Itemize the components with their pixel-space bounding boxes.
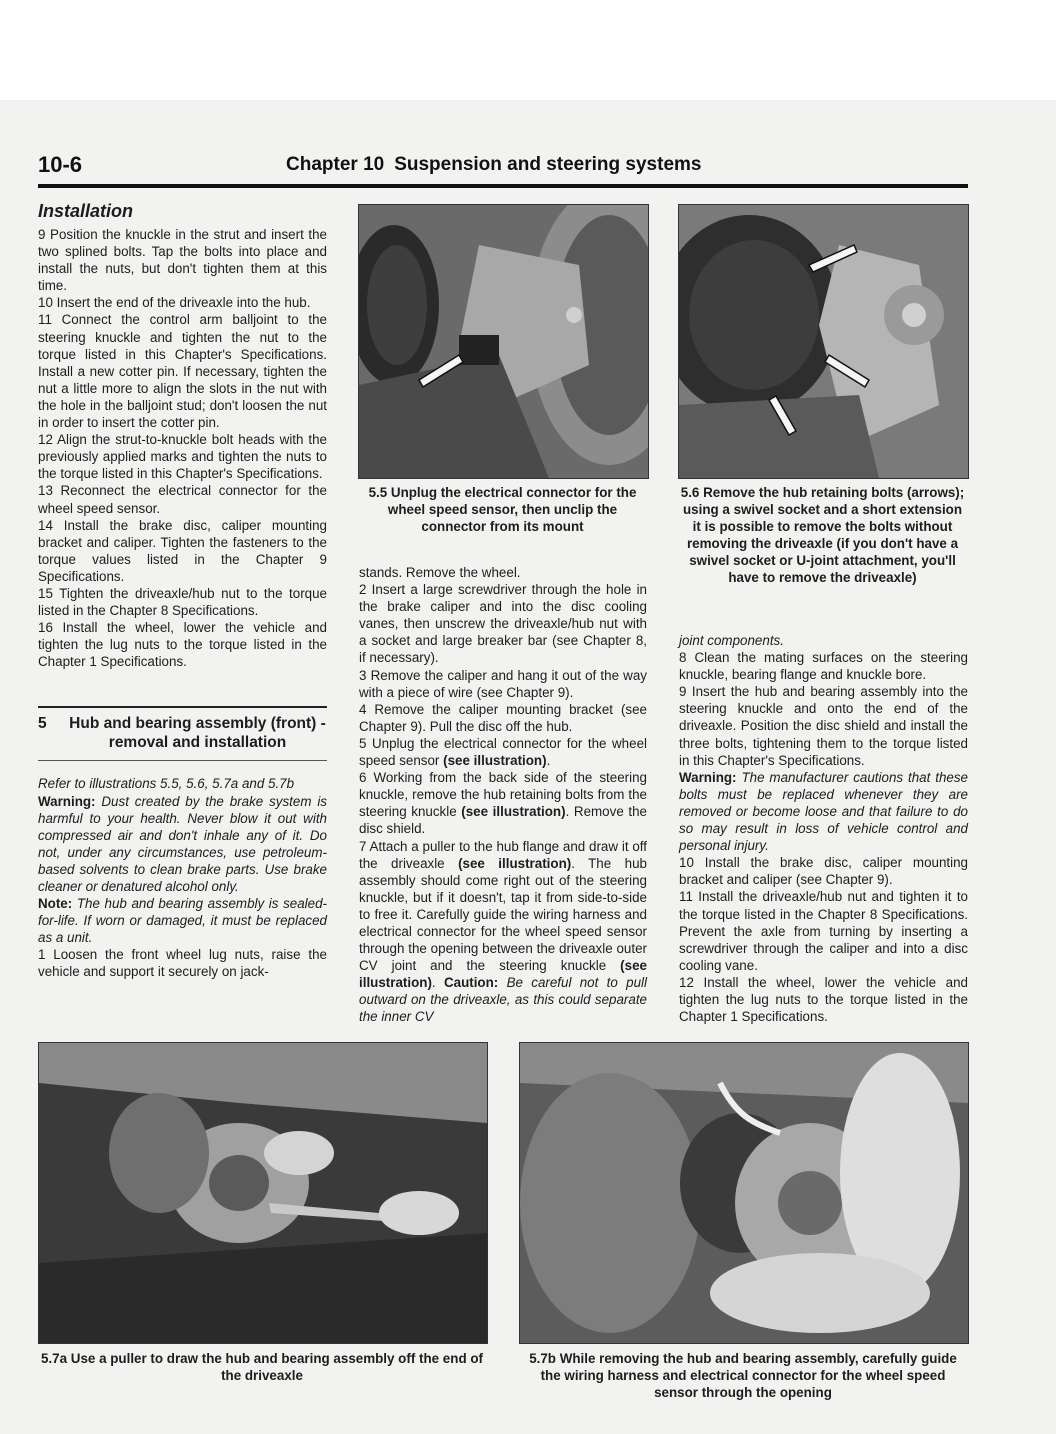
removal-step: 1 Loosen the front wheel lug nuts, raise the vehicle and support it securely on jack- bbox=[38, 947, 327, 980]
note-text: The hub and bearing assembly is sealed-for-life. If worn or damaged, it must be replaced as a unit. bbox=[38, 896, 327, 946]
warning-text: The manufacturer cautions that these bolts must be replaced whenever they are removed or become loose and that failure to do so may result in loss of vehicle control and personal injury. bbox=[679, 769, 968, 854]
section-heading-box bbox=[38, 706, 327, 761]
removal-step: 3 Remove the caliper and hang it out of the way with a piece of wire (see Chapter 9). bbox=[359, 667, 647, 700]
warning-text: Dust created by the brake system is harmful to your health. Never blow it out with compressed air and don't inhale any of it. Do not, under any circumstances, use petroleum-based solvents to clean brake parts. Use brake cleaner or denatured alcohol only. bbox=[38, 793, 327, 894]
figure-caption-5-6: 5.6 Remove the hub retaining bolts (arrows); using a swivel socket and a short extension it is possible to remove the bolts without removing the driveaxle (if you don't have a swivel socket or U-joint attachment, you'll have to remove the driveaxle) bbox=[680, 485, 965, 585]
installation-step: 8 Clean the mating surfaces on the steering knuckle, bearing flange and knuckle bore. bbox=[679, 650, 968, 683]
warning-paragraph bbox=[679, 769, 968, 854]
removal-step: 4 Remove the caliper mounting bracket (see Chapter 9). Pull the disc off the hub. bbox=[359, 701, 647, 734]
installation-step: 13 Reconnect the electrical connector for the wheel speed sensor. bbox=[38, 483, 327, 516]
section-number: 5 bbox=[38, 715, 47, 733]
installation-step: 15 Tighten the driveaxle/hub nut to the torque listed in the Chapter 8 Specifications. bbox=[38, 585, 327, 619]
see-illustration: (see illustration) bbox=[443, 753, 547, 769]
figure-caption-5-7a: 5.7a Use a puller to draw the hub and bearing assembly off the end of the driveaxle bbox=[41, 1351, 483, 1383]
page-header bbox=[38, 152, 968, 186]
section-title bbox=[38, 714, 327, 752]
installation-step: 12 Install the wheel, lower the vehicle and tighten the lug nuts to the torque listed in the Chapter 1 Specifications. bbox=[679, 974, 968, 1025]
step-text: 7 Attach a puller to the hub flange and draw it off the driveaxle bbox=[359, 838, 647, 871]
warning-paragraph bbox=[38, 793, 327, 896]
column-right bbox=[679, 632, 968, 1025]
chapter-title bbox=[286, 154, 701, 176]
removal-step bbox=[359, 838, 647, 1026]
step-text: 5 Unplug the electrical connector for the wheel speed sensor bbox=[359, 735, 647, 769]
step-text: 6 Working from the back side of the steering knuckle, remove the hub retaining bolts from the steering knuckle bbox=[359, 770, 647, 820]
step-text: . bbox=[546, 753, 551, 769]
installation-step: 10 Install the brake disc, caliper mounting bracket and caliper (see Chapter 9). bbox=[679, 855, 968, 888]
photo-wheel-speed-sensor-connector bbox=[358, 204, 649, 479]
photo-hub-retaining-bolts bbox=[678, 204, 969, 479]
header-rule bbox=[38, 184, 968, 188]
installation-step: 12 Align the strut-to-knuckle bolt heads with the previously applied marks and tighten the nuts to the torque listed in this Chapter's Specifications. bbox=[38, 432, 327, 482]
page-top-margin bbox=[0, 0, 1056, 100]
removal-step: stands. Remove the wheel. bbox=[359, 565, 521, 580]
warning-label: Warning: bbox=[38, 793, 96, 809]
step-text: . bbox=[431, 975, 436, 991]
figure-caption-5-5: 5.5 Unplug the electrical connector for the wheel speed sensor, then unclip the connector from its mount bbox=[368, 485, 637, 534]
caution-label: Caution: bbox=[443, 975, 499, 991]
note-label: Note: bbox=[38, 896, 73, 912]
installation-step: 11 Install the driveaxle/hub nut and tighten it to the torque listed in the Chapter 8 Specifications. Prevent the axle from turning by inserting a screwdriver through the caliper and into a disc cooling vane. bbox=[679, 889, 968, 973]
installation-step: 10 Insert the end of the driveaxle into the hub. bbox=[38, 295, 311, 311]
chapter-number: Chapter 10 bbox=[286, 154, 385, 175]
removal-step bbox=[359, 769, 647, 837]
see-illustration: (see illustration) bbox=[359, 958, 647, 991]
installation-step: 16 Install the wheel, lower the vehicle and tighten the lug nuts to the torque listed in the Chapter 1 Specifications. bbox=[38, 620, 327, 670]
page-number: 10-6 bbox=[38, 152, 83, 177]
column-left bbox=[38, 198, 327, 981]
refer-illustrations: Refer to illustrations 5.5, 5.6, 5.7a and 5.7b bbox=[38, 776, 295, 792]
see-illustration: (see illustration) bbox=[461, 804, 566, 820]
installation-step: 14 Install the brake disc, caliper mounting bracket and caliper. Tighten the fasteners to the torque values listed in the Chapter 9 Specifications. bbox=[38, 517, 327, 584]
photo-puller-hub bbox=[38, 1042, 488, 1344]
installation-heading: Installation bbox=[38, 201, 134, 221]
photo-hub-removal-harness bbox=[519, 1042, 969, 1344]
column-middle bbox=[359, 564, 647, 1026]
removal-step: 2 Insert a large screwdriver through the hole in the brake caliper and into the disc cooling vanes, then unscrew the driveaxle/hub nut with a socket and large breaker bar (see Chapter 8, if necessary). bbox=[359, 582, 647, 666]
caution-text: Be careful not to pull outward on the driveaxle, as this could separate the inner CV bbox=[359, 975, 647, 1025]
continued-text: joint components. bbox=[679, 633, 784, 648]
installation-step: 9 Insert the hub and bearing assembly into the steering knuckle and onto the end of the driveaxle. Position the disc shield and install the three bolts, tightening them to the torque listed in this Chapter's Specifications. bbox=[679, 684, 968, 768]
see-illustration: (see illustration) bbox=[458, 855, 572, 871]
note-paragraph bbox=[38, 895, 327, 946]
installation-step: 9 Position the knuckle in the strut and insert the two splined bolts. Tap the bolts into place and install the nuts, but don't tighten them at this time. bbox=[38, 227, 327, 294]
chapter-name: Suspension and steering systems bbox=[394, 154, 702, 175]
section-title-text: Hub and bearing assembly (front) - removal and installation bbox=[69, 715, 326, 752]
installation-step: 11 Connect the control arm balljoint to the steering knuckle and tighten the nut to the torque listed in this Chapter's Specifications. Install a new cotter pin. If necessary, tighten the nut a little more to align the slots in the nut with the hole in the balljoint stud; don't loosen the nut in order to insert the cotter pin. bbox=[38, 312, 327, 431]
warning-label: Warning: bbox=[679, 769, 737, 785]
figure-caption-5-7b: 5.7b While removing the hub and bearing assembly, carefully guide the wiring harness and electrical connector for the wheel speed sensor through the opening bbox=[529, 1351, 957, 1400]
step-text: . The hub assembly should come right out of the steering knuckle, but if it doesn't, tap it from side-to-side to free it. Carefully guide the wiring harness and electrical connector for the wheel speed sensor through the opening between the driveaxle outer CV joint and the steering knuckle bbox=[359, 855, 647, 974]
removal-step bbox=[359, 735, 647, 769]
step-text: . Remove the disc shield. bbox=[359, 804, 647, 837]
